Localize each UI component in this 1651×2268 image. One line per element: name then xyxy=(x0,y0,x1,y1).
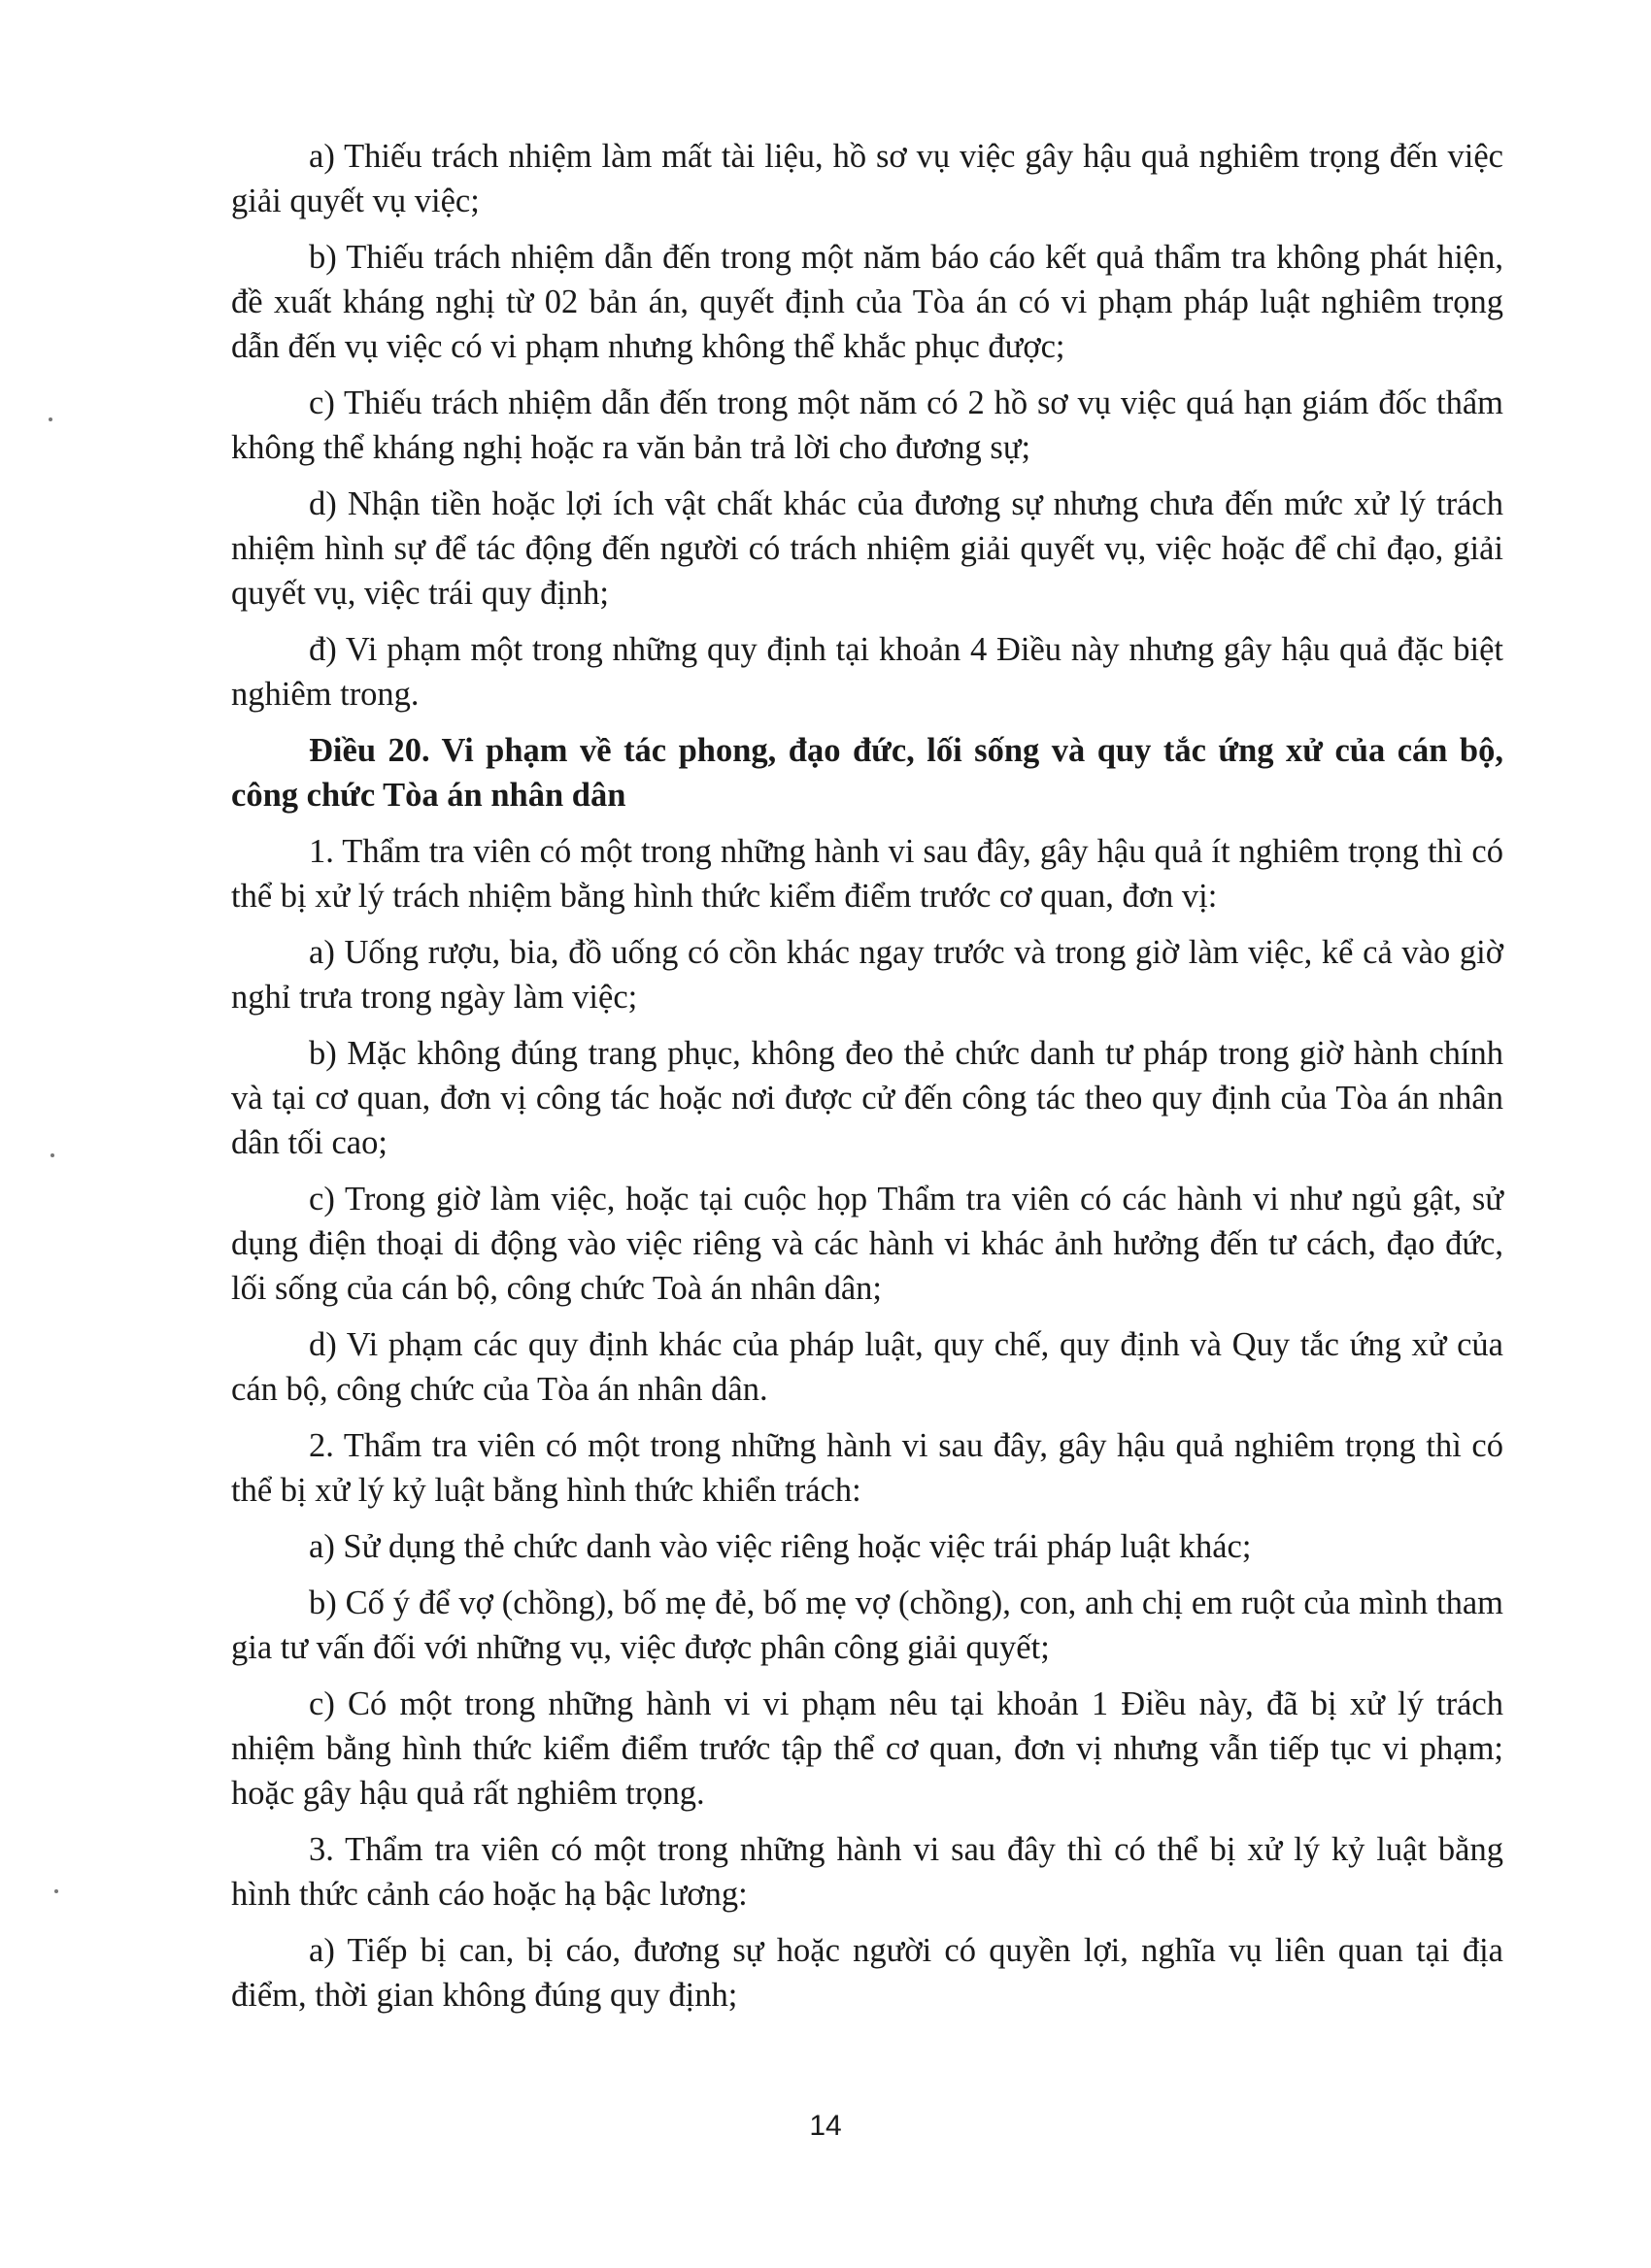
paragraph: a) Tiếp bị can, bị cáo, đương sự hoặc người có quyền lợi, nghĩa vụ liên quan tại địa điểm, thời gian không đúng quy định; xyxy=(231,1932,1503,2014)
paragraph: a) Sử dụng thẻ chức danh vào việc riêng hoặc việc trái pháp luật khác; xyxy=(309,1528,1252,1565)
paragraph: đ) Vi phạm một trong những quy định tại khoản 4 Điều này nhưng gây hậu quả đặc biệt nghiêm trong. xyxy=(231,631,1503,713)
article-heading: Điều 20. Vi phạm về tác phong, đạo đức, lối sống và quy tắc ứng xử của cán bộ, công chức Tòa án nhân dân xyxy=(231,732,1503,814)
paragraph: a) Uống rượu, bia, đồ uống có cồn khác ngay trước và trong giờ làm việc, kể cả vào giờ nghỉ trưa trong ngày làm việc; xyxy=(231,934,1503,1016)
paragraph: b) Thiếu trách nhiệm dẫn đến trong một năm báo cáo kết quả thẩm tra không phát hiện, đề xuất kháng nghị từ 02 bản án, quyết định của Tòa án có vi phạm pháp luật nghiêm trọng dẫn đến vụ việc có vi phạm nhưng không thể khắc phục được; xyxy=(231,239,1503,365)
paragraph: 1. Thẩm tra viên có một trong những hành vi sau đây, gây hậu quả ít nghiêm trọng thì có thể bị xử lý trách nhiệm bằng hình thức kiểm điểm trước cơ quan, đơn vị: xyxy=(231,833,1503,915)
scan-speck xyxy=(51,1153,54,1157)
page-number: 14 xyxy=(809,2110,842,2142)
paragraph: 3. Thẩm tra viên có một trong những hành vi sau đây thì có thể bị xử lý kỷ luật bằng hình thức cảnh cáo hoặc hạ bậc lương: xyxy=(231,1831,1503,1913)
scan-speck xyxy=(49,417,52,421)
paragraph: b) Cố ý để vợ (chồng), bố mẹ đẻ, bố mẹ vợ (chồng), con, anh chị em ruột của mình tham gia tư vấn đối với những vụ, việc được phân công giải quyết; xyxy=(231,1584,1503,1666)
paragraph: c) Thiếu trách nhiệm dẫn đến trong một năm có 2 hồ sơ vụ việc quá hạn giám đốc thẩm không thể kháng nghị hoặc ra văn bản trả lời cho đương sự; xyxy=(231,384,1503,466)
paragraph: d) Nhận tiền hoặc lợi ích vật chất khác của đương sự nhưng chưa đến mức xử lý trách nhiệm hình sự để tác động đến người có trách nhiệm giải quyết vụ, việc hoặc để chỉ đạo, giải quyết vụ, việc trái quy định; xyxy=(231,485,1503,612)
paragraph: 2. Thẩm tra viên có một trong những hành vi sau đây, gây hậu quả nghiêm trọng thì có thể bị xử lý kỷ luật bằng hình thức khiển trách: xyxy=(231,1427,1503,1509)
paragraph: b) Mặc không đúng trang phục, không đeo thẻ chức danh tư pháp trong giờ hành chính và tại cơ quan, đơn vị công tác hoặc nơi được cử đến công tác theo quy định của Tòa án nhân dân tối cao; xyxy=(231,1035,1503,1161)
paragraph: c) Trong giờ làm việc, hoặc tại cuộc họp Thẩm tra viên có các hành vi như ngủ gật, sử dụng điện thoại di động vào việc riêng và các hành vi khác ảnh hưởng đến tư cách, đạo đức, lối sống của cán bộ, công chức Toà án nhân dân; xyxy=(231,1181,1503,1307)
paragraph: a) Thiếu trách nhiệm làm mất tài liệu, hồ sơ vụ việc gây hậu quả nghiêm trọng đến việc giải quyết vụ việc; xyxy=(231,138,1503,219)
paragraph: d) Vi phạm các quy định khác của pháp luật, quy chế, quy định và Quy tắc ứng xử của cán bộ, công chức của Tòa án nhân dân. xyxy=(231,1326,1503,1408)
scan-speck xyxy=(54,1889,58,1893)
paragraph: c) Có một trong những hành vi vi phạm nêu tại khoản 1 Điều này, đã bị xử lý trách nhiệm bằng hình thức kiểm điểm trước tập thể cơ quan, đơn vị nhưng vẫn tiếp tục vi phạm; hoặc gây hậu quả rất nghiêm trọng. xyxy=(231,1685,1503,1812)
document-body xyxy=(231,134,1503,2029)
